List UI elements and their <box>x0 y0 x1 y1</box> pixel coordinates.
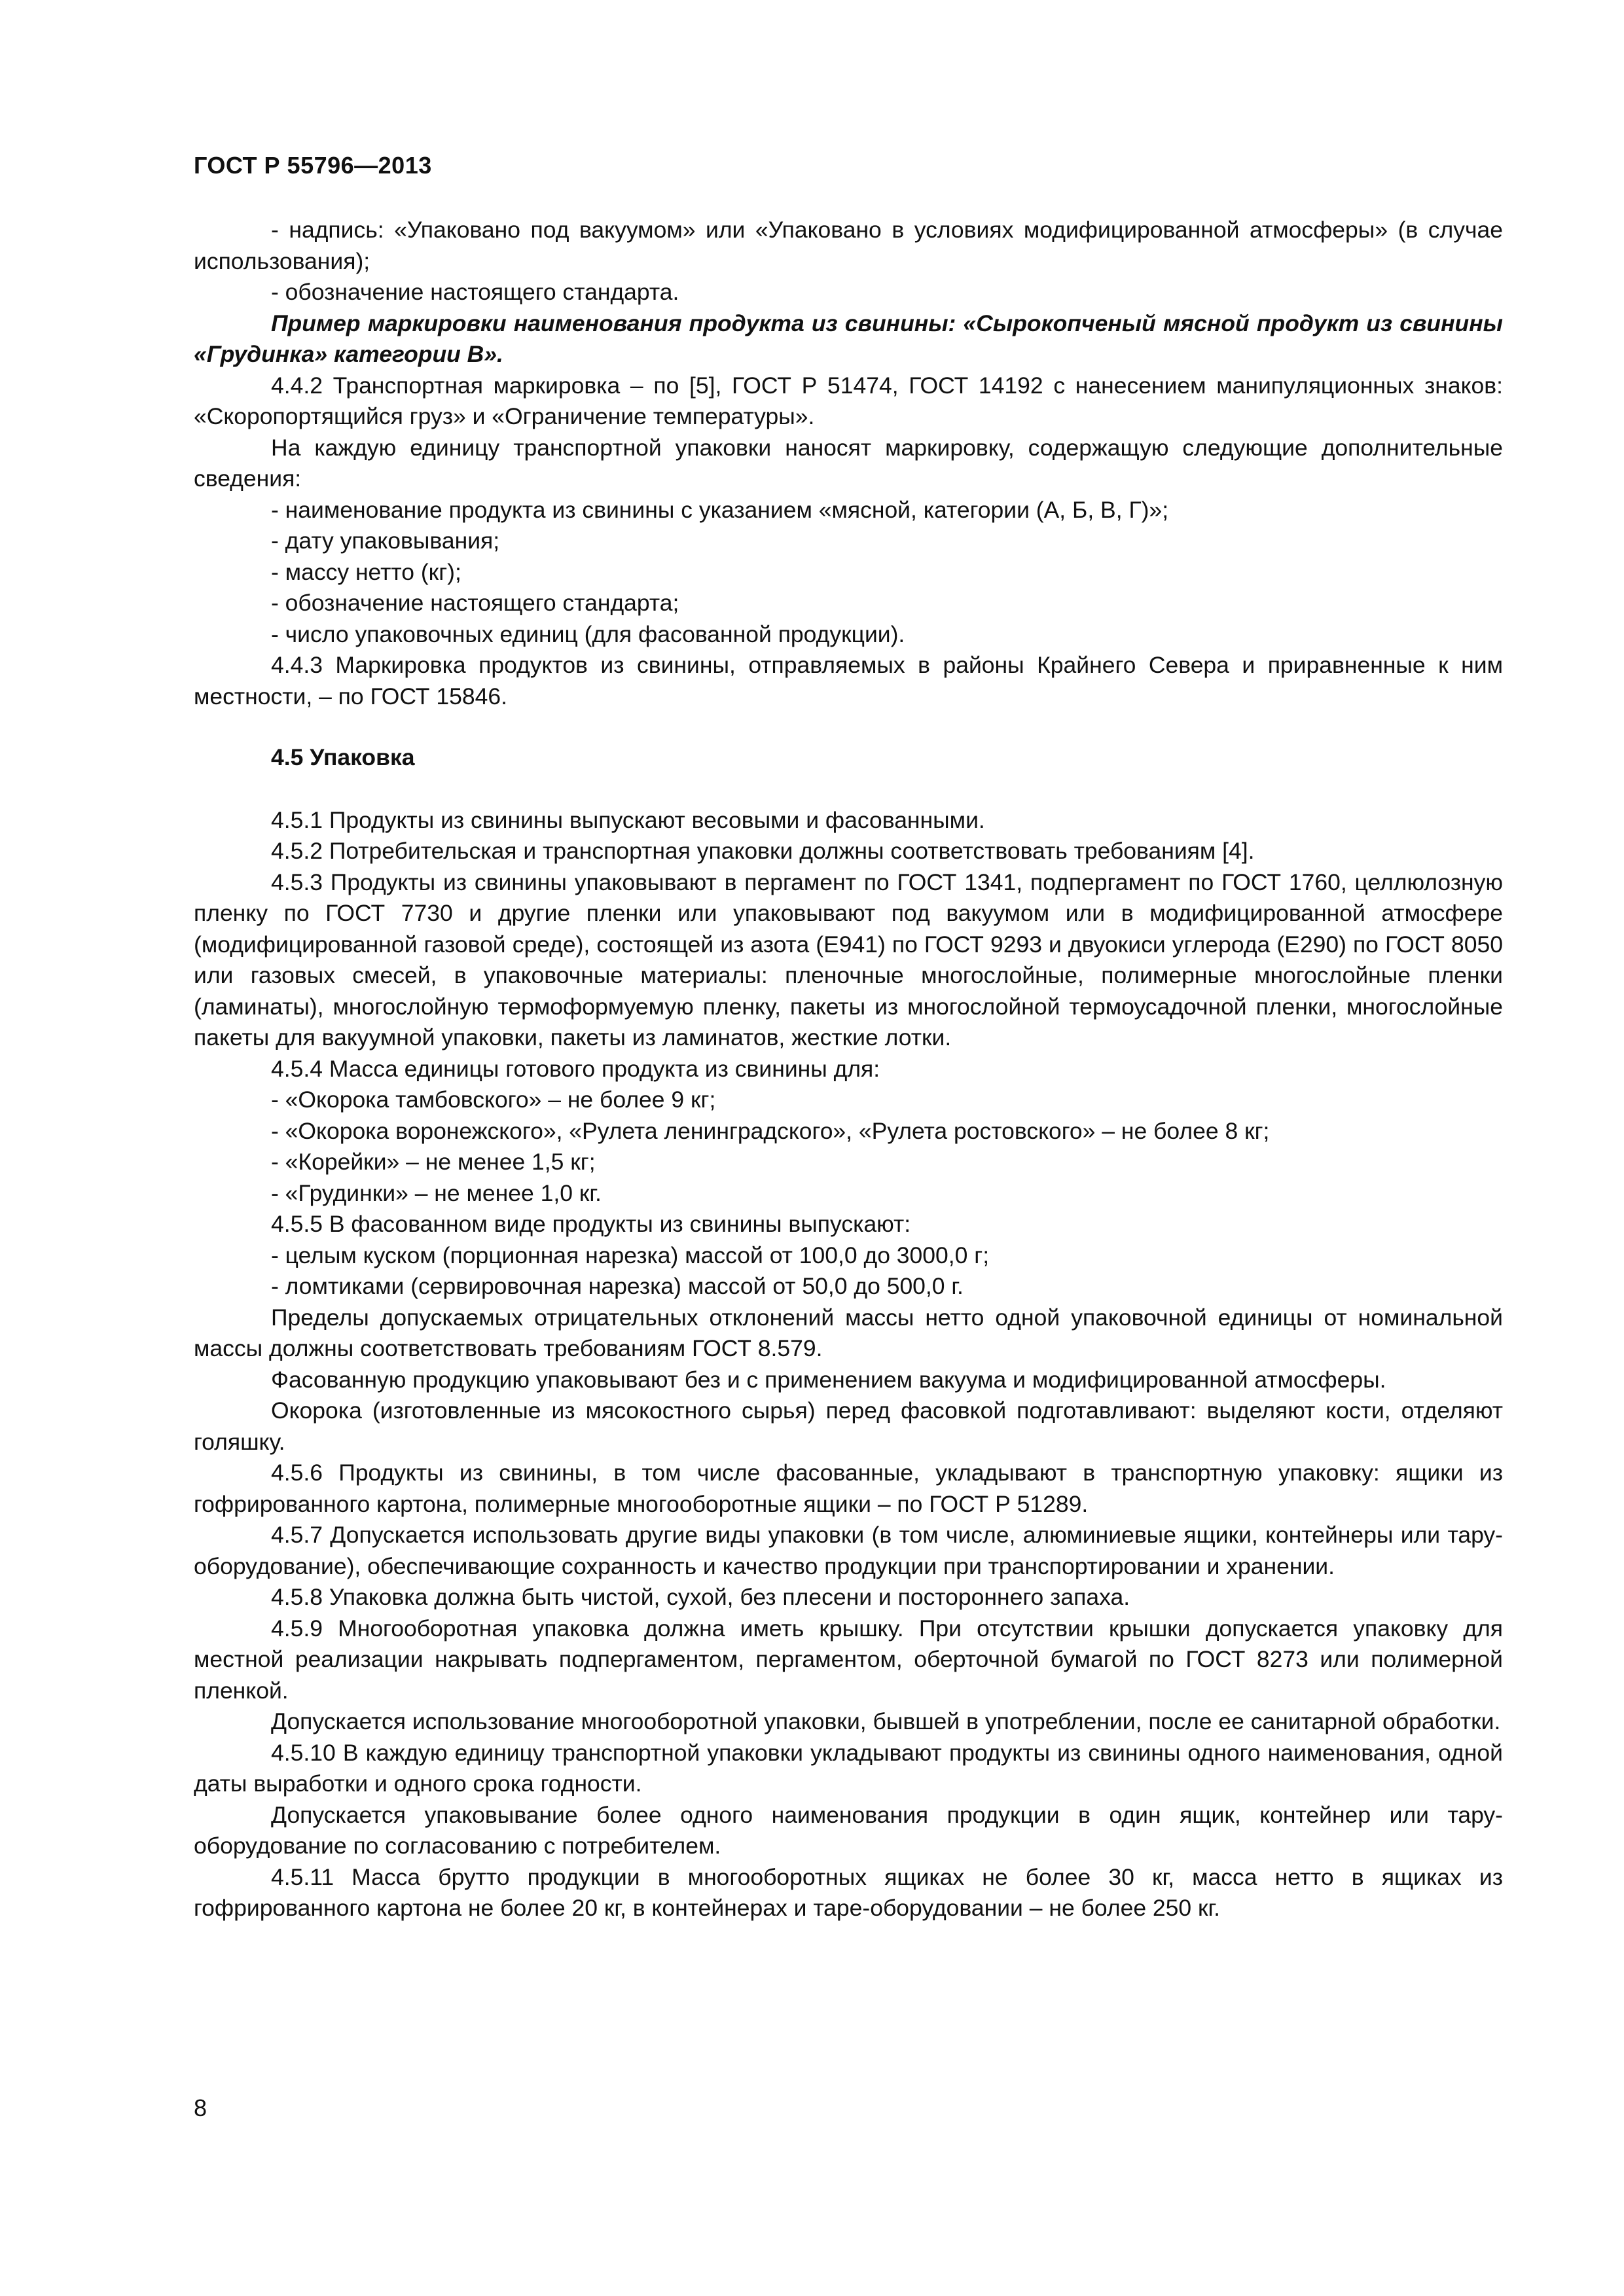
paragraph: Пределы допускаемых отрицательных отклонений массы нетто одной упаковочной единицы от номинальной массы должны соответствовать требованиям ГОСТ 8.579. <box>194 1304 1503 1361</box>
list-item: - дату упаковывания; <box>271 528 500 554</box>
paragraph: - обозначение настоящего стандарта. <box>271 279 679 305</box>
paragraph: 4.5.3 Продукты из свинины упаковывают в пергамент по ГОСТ 1341, подпергамент по ГОСТ 1760, целлюлозную пленку по ГОСТ 7730 и другие пленки или упаковывают под вакуумом или в модифицированной атмосфере (модифицированной газовой среде), состоящей из азота (Е941) по ГОСТ 9293 и двуокиси углерода (Е290) по ГОСТ 8050 или газовых смесей, в упаковочные материалы: пленочные многослойные, полимерные многослойные пленки (ламинаты), многослойную термоформуемую пленку, пакеты из многослойной термоусадочной пленки, многослойные пакеты для вакуумной упаковки, пакеты из ламинатов, жесткие лотки. <box>194 869 1503 1050</box>
paragraph: На каждую единицу транспортной упаковки наносят маркировку, содержащую следующие дополнительные сведения: <box>194 434 1503 492</box>
paragraph: 4.5.1 Продукты из свинины выпускают весовыми и фасованными. <box>271 806 985 833</box>
paragraph: 4.5.8 Упаковка должна быть чистой, сухой, без плесени и постороннего запаха. <box>271 1584 1130 1610</box>
list-item: - массу нетто (кг); <box>271 558 461 585</box>
paragraph: 4.5.2 Потребительская и транспортная упаковки должны соответствовать требованиям [4]. <box>271 838 1255 864</box>
list-item: - «Окорока воронежского», «Рулета ленинградского», «Рулета ростовского» – не более 8 кг; <box>271 1117 1270 1144</box>
list-item: - ломтиками (сервировочная нарезка) массой от 50,0 до 500,0 г. <box>271 1273 964 1299</box>
list-item: - «Окорока тамбовского» – не более 9 кг; <box>271 1086 716 1113</box>
paragraph: Окорока (изготовленные из мясокостного сырья) перед фасовкой подготавливают: выделяют кости, отделяют голяшку. <box>194 1397 1503 1455</box>
page-number: 8 <box>194 2094 208 2121</box>
section-heading: 4.5 Упаковка <box>271 744 415 770</box>
list-item: - «Грудинки» – не менее 1,0 кг. <box>271 1179 602 1206</box>
paragraph: 4.5.7 Допускается использовать другие виды упаковки (в том числе, алюминиевые ящики, контейнеры или тару-оборудование), обеспечивающие сохранность и качество продукции при транспортировании и хранении. <box>194 1522 1503 1579</box>
paragraph: 4.5.5 В фасованном виде продукты из свинины выпускают: <box>271 1211 911 1237</box>
list-item: - обозначение настоящего стандарта; <box>271 590 679 616</box>
paragraph: - надпись: «Упаковано под вакуумом» или «Упаковано в условиях модифицированной атмосферы» (в случае использования); <box>194 217 1503 274</box>
marking-example: Пример маркировки наименования продукта из свинины: «Сырокопченый мясной продукт из свинины «Грудинка» категории В». <box>194 310 1503 367</box>
paragraph: 4.4.2 Транспортная маркировка – по [5], ГОСТ Р 51474, ГОСТ 14192 с нанесением манипуляционных знаков: «Скоропортящийся груз» и «Ограничение температуры». <box>194 372 1503 429</box>
paragraph: Допускается использование многооборотной упаковки, бывшей в употреблении, после ее санитарной обработки. <box>271 1708 1501 1734</box>
paragraph: Допускается упаковывание более одного наименования продукции в один ящик, контейнер или тару-оборудование по согласованию с потребителем. <box>194 1801 1503 1859</box>
list-item: - наименование продукта из свинины с указанием «мясной, категории (А, Б, В, Г)»; <box>271 496 1169 523</box>
list-item: - «Корейки» – не менее 1,5 кг; <box>271 1149 596 1175</box>
list-item: - целым куском (порционная нарезка) массой от 100,0 до 3000,0 г; <box>271 1242 990 1268</box>
list-item: - число упаковочных единиц (для фасованной продукции). <box>271 620 905 647</box>
document-body <box>194 215 1503 1924</box>
paragraph: 4.4.3 Маркировка продуктов из свинины, отправляемых в районы Крайнего Севера и приравненные к ним местности, – по ГОСТ 15846. <box>194 652 1503 709</box>
paragraph: 4.5.11 Масса брутто продукции в многооборотных ящиках не более 30 кг, масса нетто в ящиках из гофрированного картона не более 20 кг, в контейнерах и таре-оборудовании – не более 250 кг. <box>194 1863 1503 1921</box>
document-header: ГОСТ Р 55796—2013 <box>194 152 432 179</box>
paragraph: Фасованную продукцию упаковывают без и с применением вакуума и модифицированной атмосферы. <box>271 1366 1386 1393</box>
paragraph: 4.5.6 Продукты из свинины, в том числе фасованные, укладывают в транспортную упаковку: ящики из гофрированного картона, полимерные многооборотные ящики – по ГОСТ Р 51289. <box>194 1460 1503 1517</box>
paragraph: 4.5.4 Масса единицы готового продукта из свинины для: <box>271 1055 880 1082</box>
paragraph: 4.5.9 Многооборотная упаковка должна иметь крышку. При отсутствии крышки допускается упаковку для местной реализации накрывать подпергаментом, пергаментом, оберточной бумагой по ГОСТ 8273 или полимерной пленкой. <box>194 1615 1503 1704</box>
paragraph: 4.5.10 В каждую единицу транспортной упаковки укладывают продукты из свинины одного наименования, одной даты выработки и одного срока годности. <box>194 1739 1503 1797</box>
